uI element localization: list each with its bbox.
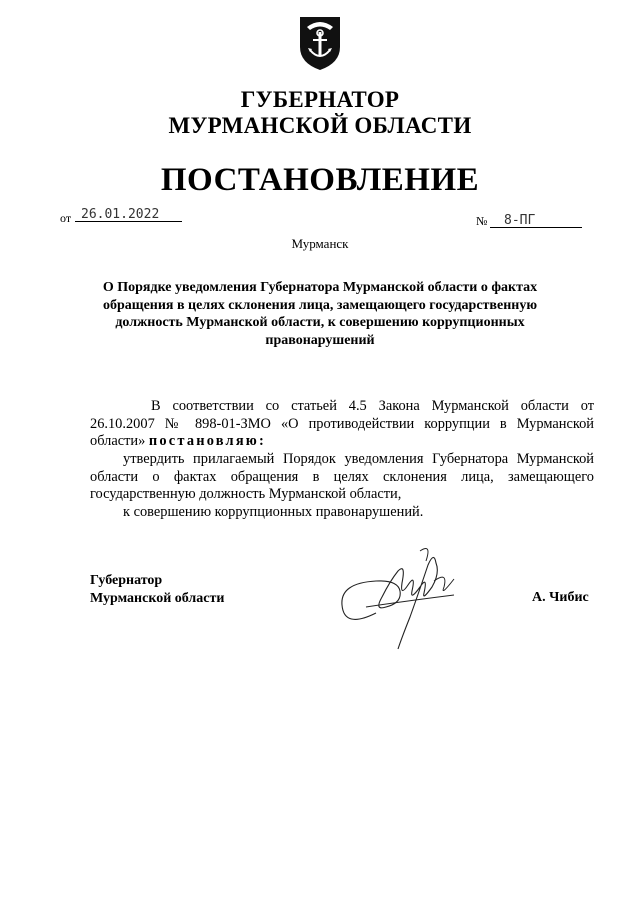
decree-keyword: постановляю: (148, 433, 266, 450)
date-prefix: от (60, 211, 72, 225)
paragraph-basis (90, 398, 594, 451)
paragraph-resolution (90, 451, 594, 521)
document-type: ПОСТАНОВЛЕНИЕ (160, 162, 480, 198)
signatory-name: А. Чибис (532, 590, 589, 605)
signatory-title-line2: Мурманской области (90, 590, 225, 606)
resolution-text: утвердить прилагаемый Порядок уведомления Губернатора Мурманской области о фактах обращения в целях склонения лица, замещающего государственную должность Мурманской области, (90, 451, 594, 503)
city: Мурманск (291, 236, 349, 251)
basis-text: В соответствии со статьей 4.5 Закона Мурманской области от 26.10.2007 № 898-01-ЗМО «О противодействии коррупции в Мурманской области» (90, 398, 594, 450)
signatory-title-line1: Губернатор (90, 573, 163, 588)
document-number: 8-ПГ (504, 213, 536, 228)
resolution-text-end: к совершению коррупционных правонарушений. (123, 503, 424, 520)
issuer-title-line1: ГУБЕРНАТОР (240, 87, 400, 112)
issuer-title-line2: МУРМАНСКОЙ ОБЛАСТИ (168, 113, 472, 138)
handwritten-signature (336, 541, 466, 656)
document-heading: О Порядке уведомления Губернатора Мурманской области о фактах обращения в целях склонения лица, замещающего государственную должность Мурманской области, к совершению коррупционных правонарушений (102, 280, 538, 348)
document-date: 26.01.2022 (81, 207, 160, 222)
number-prefix: № (476, 214, 488, 228)
coat-of-arms-icon (297, 13, 343, 71)
signatory-title (90, 572, 224, 607)
